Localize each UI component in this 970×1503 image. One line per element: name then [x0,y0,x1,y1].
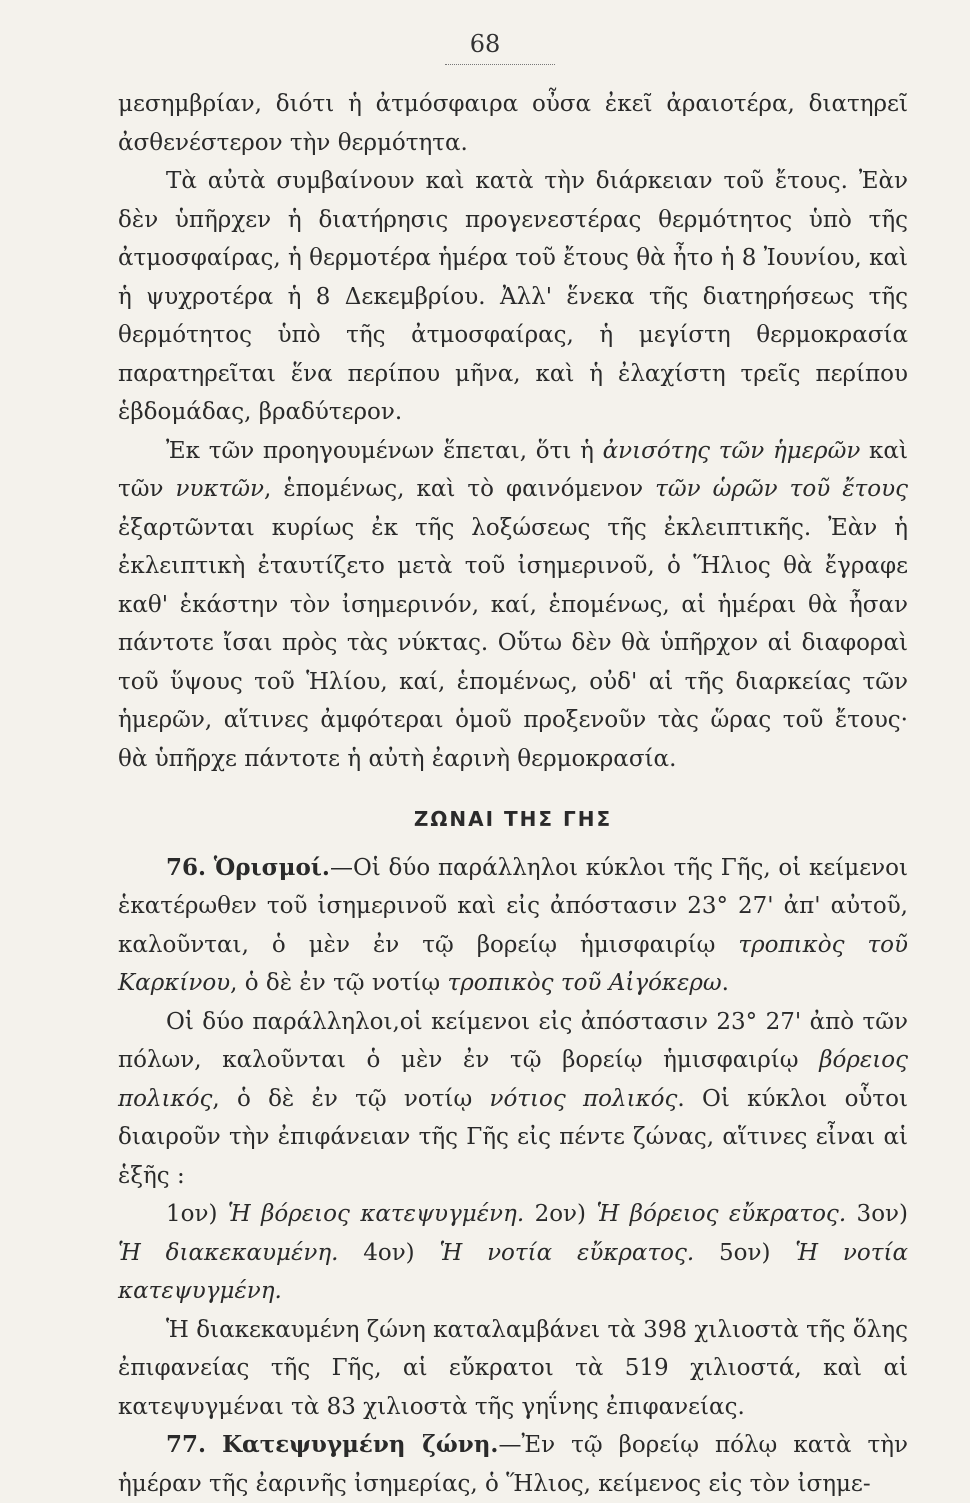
term: βόρειος πολικός [118,1047,908,1112]
term: νότιος πολικός [489,1085,678,1112]
text: Οἱ δύο παράλληλοι,οἱ κείμενοι εἰς ἀπόστασιν 23° 27' ἀπὸ τῶν πόλων, καλοῦνται ὁ μὲν ἐν τῷ βορείῳ ἡμισφαιρίῳ [118,1008,908,1073]
zone-number: 3ον) [846,1201,908,1227]
zone-name: Ἡ βόρειος εὔκρατος. [596,1201,847,1227]
zone-number: 4ον) [338,1239,440,1266]
paragraph-76 [118,849,908,1003]
paragraph-number: 76. [166,853,207,881]
term: τροπικὸς τοῦ Αἰγόκερω [447,970,722,996]
section-title: ΖΩΝΑΙ ΤΗΣ ΓΗΣ [413,807,613,831]
zones-list [118,1195,908,1311]
paragraph-number: 77. [166,1431,207,1458]
text: . [721,970,729,996]
term: τροπικὸς τοῦ Καρκίνου [118,931,908,996]
paragraph-5 [118,1003,908,1196]
text: καὶ τῶν [118,437,908,502]
page-body [118,85,908,1503]
zone-number: 1ον) [166,1201,228,1227]
text: , ἑπομένως, καὶ τὸ φαινόμενον [264,476,656,502]
paragraph-7: Ἡ διακεκαυμένη ζώνη καταλαμβάνει τὰ 398 χιλιοστὰ τῆς ὅλης ἐπιφανείας τῆς Γῆς, αἱ εὔκρατοι τὰ 519 χιλιοστά, καὶ αἱ κατεψυγμέναι τὰ 83 χιλιοστὰ τῆς γηΐνης ἐπιφανείας. [118,1316,908,1420]
text: . Οἱ κύκλοι οὗτοι διαιροῦν τὴν ἐπιφάνειαν τῆς Γῆς εἰς πέντε ζώνας, αἵτινες εἶναι αἱ ἑξῆς : [118,1085,909,1189]
page-number: 68 [469,30,501,58]
header-rule [445,64,555,65]
zone-name: Ἡ βόρειος κατεψυγμένη. [227,1201,525,1227]
zone-name: Ἡ νοτία κατεψυγμένη. [118,1239,908,1304]
text: , ὁ δὲ ἐν τῷ νοτίῳ [212,1085,490,1112]
zone-name: Ἡ νοτία εὔκρατος. [439,1239,695,1266]
text: —Οἱ δύο παράλληλοι κύκλοι τῆς Γῆς, οἱ κείμενοι ἑκατέρωθεν τοῦ ἰσημερινοῦ καὶ εἰς ἀπόστασιν 23° 27' ἀπ' αὐτοῦ, καλοῦνται, ὁ μὲν ἐν τῷ βορείῳ ἡμισφαιρίῳ [118,854,909,958]
paragraph-2: Τὰ αὐτὰ συμβαίνουν καὶ κατὰ τὴν διάρκειαν τοῦ ἔτους. Ἐὰν δὲν ὑπῆρχεν ἡ διατήρησις προγενεστέρας θερμότητος ὑπὸ τῆς ἀτμοσφαίρας, ἡ θερμοτέρα ἡμέρα τοῦ ἔτους θὰ ἦτο ἡ 8 Ἰουνίου, καὶ ἡ ψυχροτέρα ἡ 8 Δεκεμβρίου. Ἀλλ' ἕνεκα τῆς διατηρήσεως τῆς θερμότητος ὑπὸ τῆς ἀτμοσφαίρας, ἡ μεγίστη θερμοκρασία παρατηρεῖται ἕνα περίπου μῆνα, καὶ ἡ ἐλαχίστη τρεῖς περίπου ἑβδομάδας, βραδύτερον. [118,168,908,425]
term: νυκτῶν [175,476,264,502]
text: ἐξαρτῶνται κυρίως ἐκ τῆς λοξώσεως τῆς ἐκλειπτικῆς. Ἐὰν ἡ ἐκλειπτικὴ ἐταυτίζετο μετὰ τοῦ ἰσημερινοῦ, ὁ Ἥλιος θὰ ἔγραφε καθ' ἑκάστην τὸν ἰσημερινόν, καί, ἑπομένως, αἱ ἡμέραι θὰ ἦσαν πάντοτε ἴσαι πρὸς τὰς νύκτας. Οὕτω δὲν θὰ ὑπῆρχον αἱ διαφοραὶ τοῦ ὕψους τοῦ Ἡλίου, καί, ἑπομένως, οὐδ' αἱ τῆς διαρκείας τῶν ἡμερῶν, αἵτινες ἀμφότεραι ὁμοῦ προξενοῦν τὰς ὥρας τοῦ ἔτους· θὰ ὑπῆρχε πάντοτε ἡ αὐτὴ ἐαρινὴ θερμοκρασία. [118,514,908,772]
paragraph-1: μεσημβρίαν, διότι ἡ ἀτμόσφαιρα οὖσα ἐκεῖ ἀραιοτέρα, διατηρεῖ ἀσθενέστερον τὴν θερμότητα. [118,91,908,156]
text: —Ἐν τῷ βορείῳ πόλῳ κατὰ τὴν ἡμέραν τῆς ἐαρινῆς ἰσημερίας, ὁ Ἥλιος, κείμενος εἰς τὸν ἰσημε- [118,1432,909,1497]
text: Ἐκ τῶν προηγουμένων ἕπεται, ὅτι ἡ [166,437,603,464]
paragraph-heading: Ὁρισμοί. [213,853,330,881]
term: ἀνισότης τῶν ἡμερῶν [602,437,861,464]
paragraph-77 [118,1426,908,1503]
term: τῶν ὡρῶν τοῦ ἔτους [655,476,908,502]
paragraph-heading: Κατεψυγμένη ζώνη. [222,1431,499,1458]
zone-number: 5ον) [694,1239,796,1266]
zone-number: 2ον) [524,1201,597,1227]
text: , ὁ δὲ ἐν τῷ νοτίῳ [230,970,448,996]
paragraph-3 [118,432,908,779]
zone-name: Ἡ διακεκαυμένη. [118,1239,339,1266]
